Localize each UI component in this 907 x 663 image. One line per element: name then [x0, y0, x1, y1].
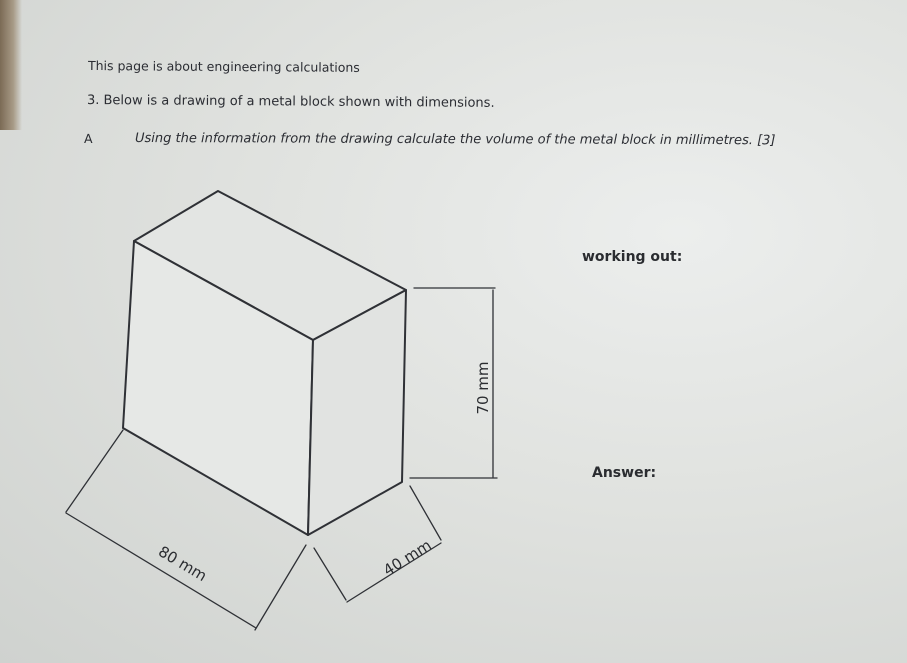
- depth-dimension-label: 40 mm: [380, 536, 435, 580]
- part-a-letter: A: [83, 131, 93, 147]
- depth-ext-left: [314, 548, 346, 600]
- depth-ext-right: [410, 486, 441, 540]
- length-dimension-label: 80 mm: [155, 542, 210, 586]
- working-out-label: working out:: [582, 249, 683, 265]
- length-dimension-line: [66, 513, 256, 628]
- height-dimension-label: 70 mm: [474, 361, 492, 415]
- answer-label: Answer:: [592, 465, 657, 481]
- length-ext-right: [255, 545, 306, 630]
- page-title: This page is about engineering calculations: [87, 58, 360, 75]
- length-ext-left: [66, 430, 123, 512]
- question-3-text: 3. Below is a drawing of a metal block shown with dimensions.: [86, 93, 495, 111]
- part-a-question-text: Using the information from the drawing calculate the volume of the metal block in millimetres. [3]: [134, 131, 776, 149]
